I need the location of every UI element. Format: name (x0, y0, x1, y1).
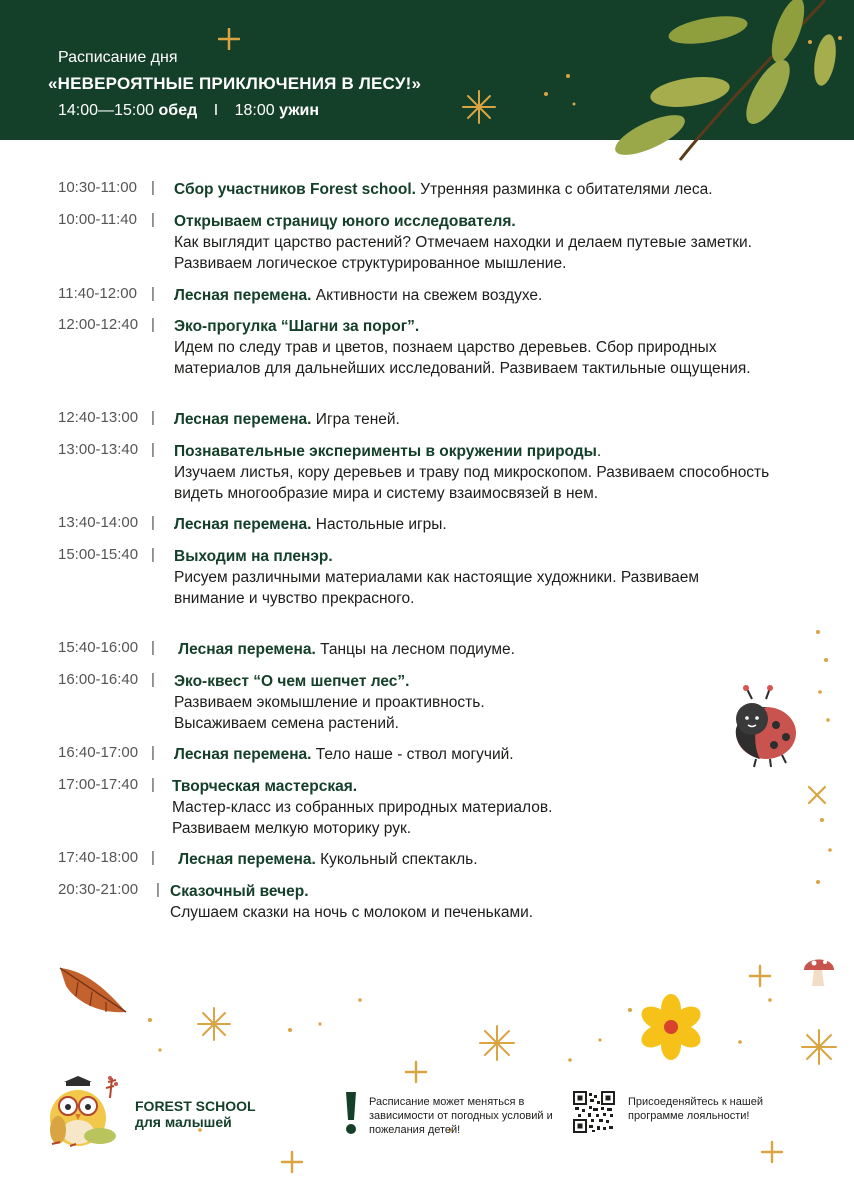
row-desc: Рисуем различными материалами как настоящие художники. Развиваем внимание и чувство прекрасного. (174, 569, 700, 607)
brand-name (135, 1098, 256, 1130)
row-content (174, 285, 794, 306)
row-separator: | (151, 441, 155, 458)
row-content (172, 776, 792, 839)
row-time: 12:00-12:40 (58, 316, 139, 333)
row-desc: . Изучаем листья, кору деревьев и траву под микроскопом. Развиваем способность видеть многообразие мира и систему взаимосвязей в нем. (174, 443, 770, 502)
row-desc: Мастер-класс из собранных природных материалов. Развиваем мелкую моторику рук. (172, 799, 553, 837)
row-title: Творческая мастерская. (172, 778, 358, 795)
mushroom-icon (800, 950, 840, 990)
row-title: Сказочный вечер. (170, 883, 309, 900)
row-separator: | (151, 179, 155, 196)
row-separator: | (151, 409, 155, 426)
row-separator: | (151, 546, 155, 563)
exclamation-icon (344, 1090, 358, 1136)
row-title: Познавательные эксперименты в окружении природы (174, 443, 597, 460)
row-title: Лесная перемена. (174, 746, 312, 763)
row-desc: Кукольный спектакль. (315, 851, 478, 868)
lunch-label: обед (158, 102, 198, 119)
row-desc: Утренняя разминка с обитателями леса. (415, 181, 713, 198)
row-time: 15:40-16:00 (58, 639, 139, 656)
row-time: 10:30-11:00 (58, 179, 137, 196)
row-time: 10:00-11:40 (58, 211, 137, 228)
schedule-change-note: Расписание может меняться в зависимости от погодных условий и пожелания детей! (369, 1096, 553, 1136)
schedule-subtitle: Расписание дня (58, 49, 178, 66)
lunch-time: 14:00—15:00 (58, 102, 155, 119)
row-separator: | (151, 639, 155, 656)
row-desc: Идем по следу трав и цветов, познаем царство деревьев. Сбор природных материалов для дальнейших исследований. Развиваем тактильные ощущения. (174, 339, 751, 377)
meal-separator: I (213, 102, 219, 119)
row-title: Сбор участников Forest school. (174, 181, 416, 198)
row-title: Лесная перемена. (174, 641, 316, 658)
row-separator: | (151, 744, 155, 761)
row-content (174, 546, 744, 609)
row-separator: | (151, 316, 155, 333)
row-time: 17:40-18:00 (58, 849, 139, 866)
row-content (174, 179, 794, 200)
row-time: 16:00-16:40 (58, 671, 139, 688)
row-time: 12:40-13:00 (58, 409, 139, 426)
schedule-title: «НЕВЕРОЯТНЫЕ ПРИКЛЮЧЕНИЯ В ЛЕСУ!» (48, 74, 422, 93)
row-title: Лесная перемена. (174, 516, 312, 533)
sparkle-cross-icon (748, 964, 772, 988)
row-time: 13:00-13:40 (58, 441, 139, 458)
row-title: Открываем страницу юного исследователя. (174, 213, 516, 230)
dinner-label: ужин (279, 102, 320, 119)
row-content (174, 441, 794, 504)
row-separator: | (151, 285, 155, 302)
row-title: Эко-прогулка “Шагни за порог”. (174, 318, 420, 335)
sparkle-cross-icon (760, 1140, 784, 1164)
sparkle-x-icon (806, 784, 828, 806)
row-separator: | (151, 776, 155, 793)
row-content (174, 639, 794, 660)
row-time: 16:40-17:00 (58, 744, 139, 761)
row-content (174, 744, 794, 765)
row-content (174, 409, 794, 430)
row-desc: Танцы на лесном подиуме. (315, 641, 515, 658)
row-content (174, 316, 794, 379)
row-title: Лесная перемена. (174, 287, 312, 304)
dots-trail-icon (800, 620, 840, 900)
row-title: Эко-квест “О чем шепчет лес”. (174, 673, 410, 690)
row-content (170, 881, 790, 923)
row-content (174, 849, 794, 870)
row-separator: | (151, 671, 155, 688)
row-content (174, 671, 794, 734)
row-title: Выходим на пленэр. (174, 548, 333, 565)
row-desc: Игра теней. (311, 411, 400, 428)
brand-line-2: для малышей (135, 1114, 232, 1130)
row-desc: Развиваем экомышление и проактивность. Высаживаем семена растений. (174, 694, 485, 732)
row-desc: Как выглядит царство растений? Отмечаем находки и делаем путевые заметки. Развиваем логическое структурированное мышление. (174, 234, 752, 272)
row-desc: Слушаем сказки на ночь с молоком и печеньками. (170, 904, 534, 921)
qr-code-icon[interactable] (573, 1091, 615, 1133)
autumn-leaf-icon (56, 964, 132, 1020)
loyalty-program-text: Присоеденяйтесь к нашей программе лояльности! (628, 1096, 763, 1122)
row-time: 17:00-17:40 (58, 776, 139, 793)
row-desc: Настольные игры. (311, 516, 447, 533)
row-title: Лесная перемена. (174, 851, 316, 868)
row-time: 11:40-12:00 (58, 285, 137, 302)
row-time: 13:40-14:00 (58, 514, 139, 531)
row-time: 20:30-21:00 (58, 881, 139, 898)
row-separator: | (151, 211, 155, 228)
row-content (174, 211, 794, 274)
owl-logo-icon (44, 1074, 128, 1150)
row-time: 15:00-15:40 (58, 546, 139, 563)
row-separator: | (151, 849, 155, 866)
row-title: Лесная перемена. (174, 411, 312, 428)
ladybug-icon (726, 685, 800, 769)
brand-line-1: FOREST SCHOOL (135, 1098, 256, 1114)
row-separator: | (156, 881, 160, 898)
row-content (174, 514, 794, 535)
row-desc: Активности на свежем воздухе. (311, 287, 543, 304)
dinner-time: 18:00 (234, 102, 275, 119)
row-separator: | (151, 514, 155, 531)
sparkle-cross-icon (280, 1150, 304, 1174)
row-desc: Тело наше - ствол могучий. (311, 746, 514, 763)
